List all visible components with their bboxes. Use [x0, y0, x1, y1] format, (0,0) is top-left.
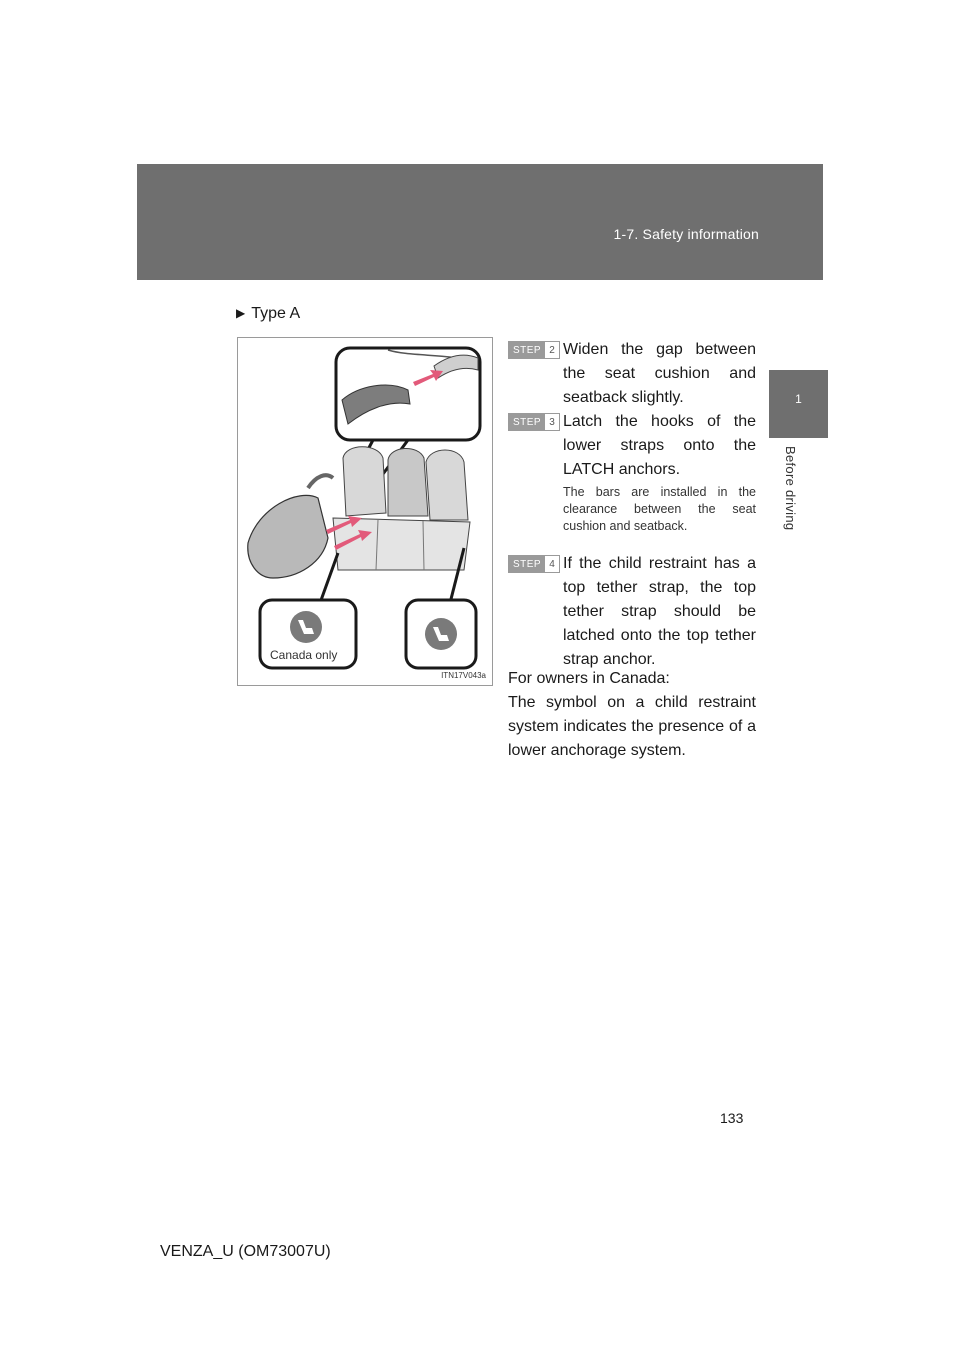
step-text: Latch the hooks of the lower straps onto the LATCH anchors.: [563, 413, 756, 478]
header-band: [137, 164, 823, 280]
step-3: [508, 410, 756, 482]
child-seat-symbol-icon-2: [425, 618, 457, 650]
chapter-tab[interactable]: [769, 370, 828, 438]
figure-code: ITN17V043a: [441, 671, 486, 680]
canada-note-body: The symbol on a child restraint system indicates the presence of a lower anchorage system.: [508, 694, 756, 759]
figure-caption: Canada only: [270, 648, 338, 662]
child-restraint-seat: [248, 495, 328, 578]
step-text: Widen the gap between the seat cushion and seatback slightly.: [563, 341, 756, 406]
child-seat-illustration: [237, 337, 493, 686]
type-heading: [236, 305, 300, 323]
canada-note-heading: For owners in Canada:: [508, 670, 670, 687]
page-number: 133: [720, 1110, 744, 1126]
seatback-center: [388, 448, 428, 516]
step-badge: STEP 4: [508, 555, 560, 573]
document-code: VENZA_U (OM73007U): [160, 1243, 331, 1260]
child-seat-symbol-icon: [290, 611, 322, 643]
step-text: If the child restraint has a top tether strap, the top tether strap should be latched onto the top tether strap anchor.: [563, 555, 756, 668]
type-heading-text: Type A: [251, 305, 301, 322]
step-2: [508, 338, 756, 410]
step-3-note: The bars are installed in the clearance between the seat cushion and seatback.: [563, 485, 756, 533]
step-badge: STEP 2: [508, 341, 560, 359]
step-badge: STEP 3: [508, 413, 560, 431]
illustration-drawing: [238, 338, 492, 685]
tether-strap: [308, 475, 333, 488]
triangle-bullet-icon: ▶: [236, 306, 246, 320]
seat-cushion: [333, 518, 470, 570]
canada-note: [508, 667, 756, 763]
seatback-right: [426, 450, 468, 520]
seatback-left: [343, 447, 386, 516]
step-4: [508, 552, 756, 672]
chapter-number: 1: [795, 392, 802, 406]
chapter-label: Before driving: [783, 446, 798, 531]
section-title: 1-7. Safety information: [613, 226, 759, 242]
